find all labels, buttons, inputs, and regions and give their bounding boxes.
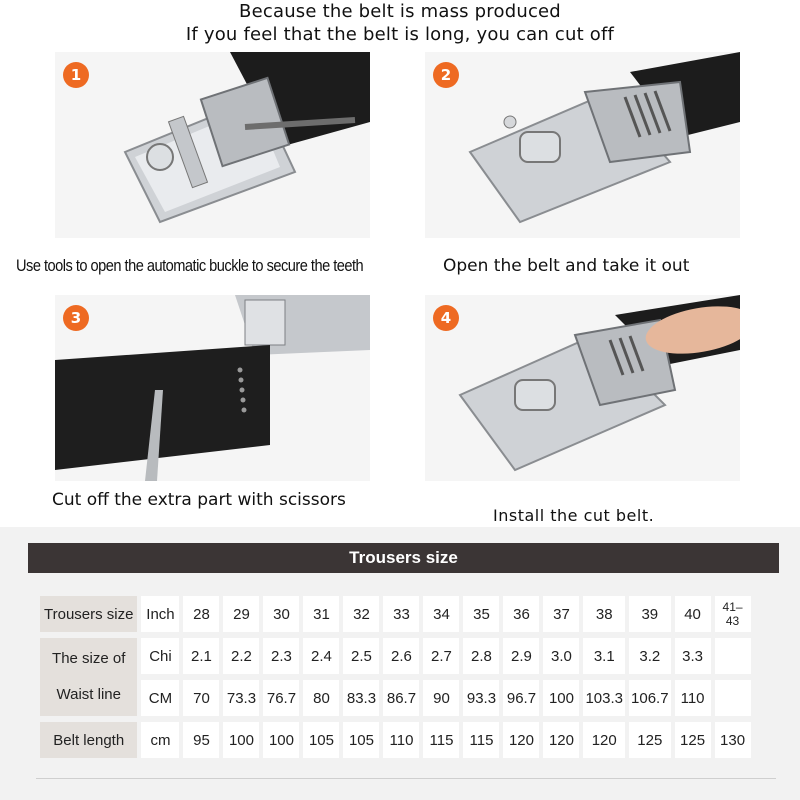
step-3-badge: 3 xyxy=(63,305,89,331)
table-cell: 103.3 xyxy=(583,680,625,716)
table-cell: 2.2 xyxy=(223,638,259,674)
table-cell: 105 xyxy=(343,722,379,758)
inch-unit: Inch xyxy=(141,596,179,632)
header-line-1: Because the belt is mass produced xyxy=(239,1,561,22)
table-cell: 80 xyxy=(303,680,339,716)
belt-length-label: Belt length xyxy=(40,722,137,758)
table-cell: 34 xyxy=(423,596,459,632)
table-cell: 40 xyxy=(675,596,711,632)
table-cell: 38 xyxy=(583,596,625,632)
cm-unit: CM xyxy=(141,680,179,716)
table-cell: 37 xyxy=(543,596,579,632)
table-cell: 86.7 xyxy=(383,680,419,716)
step-4-caption: Install the cut belt. xyxy=(493,506,655,525)
table-cell: 90 xyxy=(423,680,459,716)
table-cell: 3.2 xyxy=(629,638,671,674)
step-2-photo xyxy=(425,52,740,238)
table-cell: 105 xyxy=(303,722,339,758)
step-2-badge: 2 xyxy=(433,62,459,88)
table-cell: 2.7 xyxy=(423,638,459,674)
step-1-photo xyxy=(55,52,370,238)
table-cell: 3.1 xyxy=(583,638,625,674)
table-cell: 28 xyxy=(183,596,219,632)
waist-label-line-1: The size of xyxy=(52,650,126,667)
table-cell: 110 xyxy=(675,680,711,716)
table-cell: 130 xyxy=(715,722,751,758)
table-cell: 115 xyxy=(423,722,459,758)
table-cell: 95 xyxy=(183,722,219,758)
table-cell: 125 xyxy=(629,722,671,758)
step-3-caption: Cut off the extra part with scissors xyxy=(52,490,346,510)
table-cell: 2.5 xyxy=(343,638,379,674)
table-cell: 2.3 xyxy=(263,638,299,674)
step-4-badge: 4 xyxy=(433,305,459,331)
belt-cm-unit: cm xyxy=(141,722,179,758)
table-cell: 110 xyxy=(383,722,419,758)
table-cell: 120 xyxy=(543,722,579,758)
table-cell: 39 xyxy=(629,596,671,632)
size-chart-title: Trousers size xyxy=(349,548,458,567)
table-cell: 106.7 xyxy=(629,680,671,716)
chi-row xyxy=(40,638,751,674)
table-cell xyxy=(715,638,751,674)
panel-divider xyxy=(36,778,776,779)
table-cell: 70 xyxy=(183,680,219,716)
table-cell: 100 xyxy=(263,722,299,758)
table-cell: 30 xyxy=(263,596,299,632)
header-line-2: If you feel that the belt is long, you can cut off xyxy=(185,24,615,45)
step-2-caption: Open the belt and take it out xyxy=(443,256,690,276)
table-cell: 29 xyxy=(223,596,259,632)
chi-unit: Chi xyxy=(141,638,179,674)
table-cell xyxy=(715,680,751,716)
table-cell: 120 xyxy=(583,722,625,758)
table-cell: 83.3 xyxy=(343,680,379,716)
table-cell: 2.4 xyxy=(303,638,339,674)
table-cell: 125 xyxy=(675,722,711,758)
table-cell: 120 xyxy=(503,722,539,758)
step-3-photo xyxy=(55,295,370,481)
step-4-photo xyxy=(425,295,740,481)
table-cell: 115 xyxy=(463,722,499,758)
trousers-size-row xyxy=(40,596,751,632)
table-cell: 73.3 xyxy=(223,680,259,716)
table-cell: 76.7 xyxy=(263,680,299,716)
table-cell: 2.8 xyxy=(463,638,499,674)
waist-label-line-2: Waist line xyxy=(56,686,121,703)
table-cell: 100 xyxy=(223,722,259,758)
step-1-badge: 1 xyxy=(63,62,89,88)
table-cell: 93.3 xyxy=(463,680,499,716)
size-chart-table xyxy=(36,590,755,764)
cm-row xyxy=(40,680,751,716)
size-chart-title-bar xyxy=(28,543,779,573)
table-cell: 100 xyxy=(543,680,579,716)
table-cell: 2.9 xyxy=(503,638,539,674)
table-cell: 3.0 xyxy=(543,638,579,674)
table-cell: 35 xyxy=(463,596,499,632)
table-cell: 3.3 xyxy=(675,638,711,674)
table-cell: 41–43 xyxy=(715,596,751,632)
table-cell: 2.1 xyxy=(183,638,219,674)
table-cell: 33 xyxy=(383,596,419,632)
trousers-size-label: Trousers size xyxy=(40,596,137,632)
step-1-caption: Use tools to open the automatic buckle to secure the teeth xyxy=(16,256,364,275)
table-cell: 31 xyxy=(303,596,339,632)
table-cell: 36 xyxy=(503,596,539,632)
belt-length-row xyxy=(40,722,751,758)
table-cell: 2.6 xyxy=(383,638,419,674)
waist-line-label xyxy=(40,638,137,716)
table-cell: 32 xyxy=(343,596,379,632)
table-cell: 96.7 xyxy=(503,680,539,716)
